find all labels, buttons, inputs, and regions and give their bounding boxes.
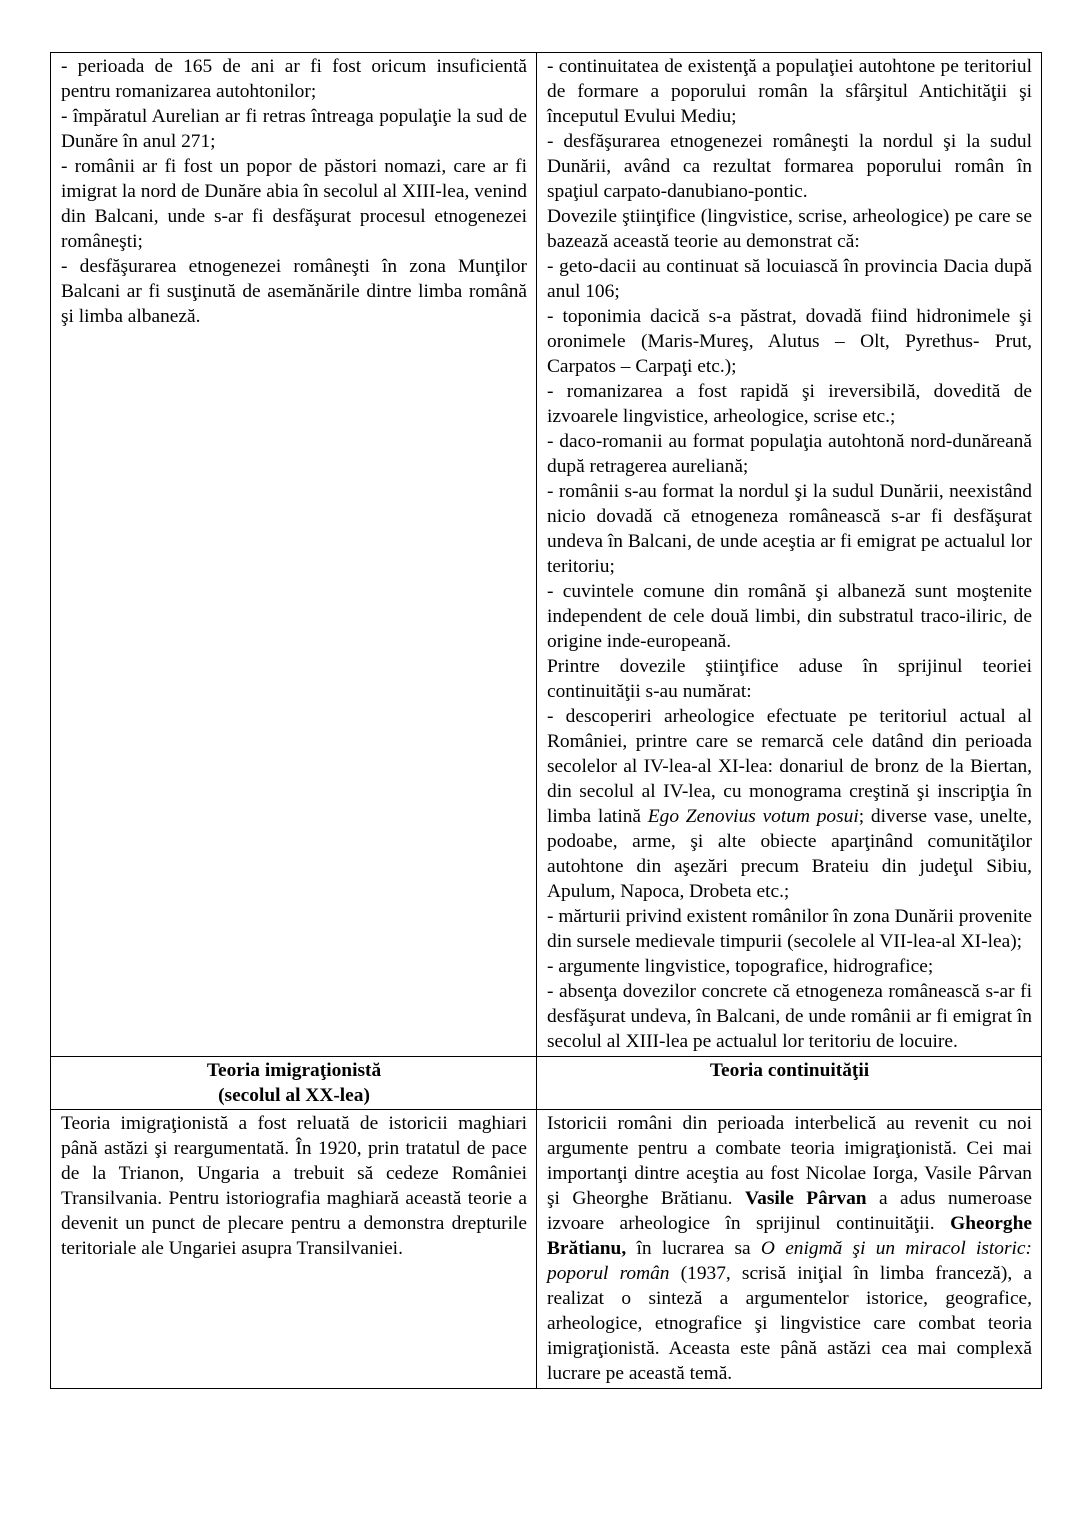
list-item: - perioada de 165 de ani ar fi fost oricum insuficientă pentru romanizarea autohtonilor;: [61, 56, 527, 102]
list-item: - desfăşurarea etnogenezei româneşti la nordul şi la sudul Dunării, având ca rezultat formarea poporului român în spaţiul carpato-danubiano-pontic.: [547, 131, 1032, 202]
text-run: a adus numeroase izvoare arheologice în sprijinul continuităţii.: [547, 1188, 1033, 1234]
paragraph: [547, 1111, 1032, 1386]
immigration-arguments-cell: [51, 53, 537, 1057]
continuity-20th-century-cell: [537, 1110, 1042, 1389]
list-item: - românii s-au format la nordul şi la sudul Dunării, neexistând nicio dovadă că etnogeneza românească s-ar fi desfăşurat undeva în Balcani, de unde aceştia ar fi emigrat pe actualul lor teritoriu;: [547, 481, 1032, 577]
list-item: - mărturii privind existent românilor în zona Dunării provenite din sursele medievale timpurii (secolele al VII-lea-al XI-lea);: [547, 906, 1032, 952]
immigration-theory-heading: [51, 1057, 537, 1110]
heading-title: Teoria continuităţii: [709, 1060, 870, 1081]
list-item: - cuvintele comune din română şi albaneză sunt moştenite independent de cele două limbi, din substratul traco-iliric, de origine inde-europeană.: [547, 581, 1032, 652]
list-item: - toponimia dacică s-a păstrat, dovadă fiind hidronimele şi oronimele (Maris-Mureş, Alutus – Olt, Pyrethus- Prut, Carpatos – Carpaţi etc.);: [547, 306, 1032, 377]
paragraph: Teoria imigraţionistă a fost reluată de istoricii maghiari până astăzi şi reargumentată. În 1920, prin tratatul de pace de la Trianon, Ungaria a trebuit să cedeze României Transilvania. Pentru istoriografia maghiară această teorie a devenit un punct de plecare pentru a demonstra drepturile teritoriale ale Ungariei asupra Transilvaniei.: [61, 1113, 527, 1259]
historian-name: Gheorghe Brătianu,: [547, 1213, 1032, 1259]
continuity-arguments-cell: [537, 53, 1042, 1057]
list-item-archaeology: [547, 704, 1032, 904]
archaeology-text-start: - descoperiri arheologice efectuate pe teritoriul actual al României, printre care se remarcă cele datând din perioada secolelor al IV-lea-al XI-lea: donariul de bronz de la Biertan, din secolul al IV-lea, cu monograma creştină şi inscripţia în limba latină: [547, 706, 1032, 827]
list-item: - împăratul Aurelian ar fi retras întreaga populaţie la sud de Dunăre în anul 271;: [61, 106, 527, 152]
list-item: - geto-dacii au continuat să locuiască în provincia Dacia după anul 106;: [547, 256, 1032, 302]
list-item: - romanizarea a fost rapidă şi ireversibilă, dovedită de izvoarele lingvistice, arheologice, scrise etc.;: [547, 381, 1032, 427]
theories-table: [50, 52, 1042, 1389]
continuity-theory-heading: [537, 1057, 1042, 1110]
document-page: [50, 52, 1041, 1389]
list-item: Dovezile ştiinţifice (lingvistice, scrise, arheologice) pe care se bazează această teorie au demonstrat că:: [547, 206, 1032, 252]
table-row-headers: [51, 1057, 1042, 1110]
heading-title: Teoria imigraţionistă: [206, 1060, 382, 1081]
immigration-20th-century-cell: [51, 1110, 537, 1389]
historian-name: Vasile Pârvan: [744, 1188, 867, 1209]
latin-inscription: Ego Zenovius votum posui: [647, 806, 859, 827]
heading-subtitle: (secolul al XX-lea): [218, 1085, 370, 1106]
text-run: Istoricii români din perioada interbelică au revenit cu noi argumente pentru a combate teoria imigraţionistă. Cei mai importanţi dintre aceştia au fost Nicolae Iorga, Vasile Pârvan şi Gheorghe Brătianu.: [547, 1113, 1032, 1209]
list-item: - desfăşurarea etnogenezei româneşti în zona Munţilor Balcani ar fi susţinută de asemănările dintre limba română şi limba albaneză.: [61, 256, 527, 327]
archaeology-text-end: ; diverse vase, unelte, podoabe, arme, şi alte obiecte aparţinând comunităţilor autohtone din aşezări precum Brateiu din judeţul Sibiu, Apulum, Napoca, Drobeta etc.;: [547, 806, 1032, 902]
table-row-arguments: [51, 53, 1042, 1057]
list-item: - românii ar fi fost un popor de păstori nomazi, care ar fi imigrat la nord de Dunăre abia în secolul al XIII-lea, venind din Balcani, unde s-ar fi desfăşurat procesul etnogenezei româneşti;: [61, 156, 527, 252]
list-item: - absenţa dovezilor concrete că etnogeneza românească s-ar fi desfăşurat undeva, în Balcani, de unde românii ar fi emigrat în secolul al XIII-lea pe actualul lor teritoriu de locuire.: [547, 981, 1032, 1052]
list-item: - daco-romanii au format populaţia autohtonă nord-dunăreană după retragerea aureliană;: [547, 431, 1032, 477]
text-run: (1937, scrisă iniţial în limba franceză), a realizat o sinteză a argumentelor istorice, geografice, arheologice, etnografice şi lingvistice care combat teoria imigraţionistă. Aceasta este până astăzi cea mai complexă lucrare pe această temă.: [547, 1263, 1032, 1384]
book-title: O enigmă şi un miracol istoric: poporul român: [547, 1238, 1032, 1284]
table-row-20th-century: [51, 1110, 1042, 1389]
text-run: în lucrarea sa: [626, 1238, 761, 1259]
list-item: - continuitatea de existenţă a populaţiei autohtone pe teritoriul de formare a poporului român la sfârşitul Antichităţii şi începutul Evului Mediu;: [547, 56, 1032, 127]
list-item: Printre dovezile ştiinţifice aduse în sprijinul teoriei continuităţii s-au numărat:: [547, 656, 1032, 702]
list-item: - argumente lingvistice, topografice, hidrografice;: [547, 956, 934, 977]
